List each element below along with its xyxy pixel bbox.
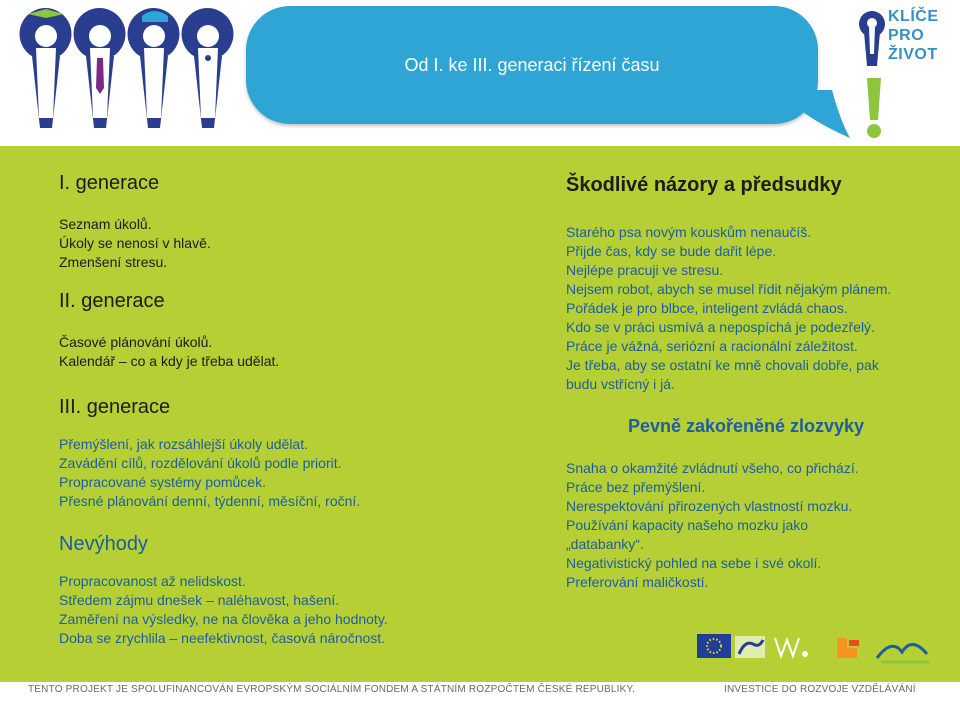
sponsor-logos xyxy=(697,630,937,670)
list-item: Zmenšení stresu. xyxy=(59,254,168,270)
disadvantages-list xyxy=(59,572,499,648)
msmt-logo-icon xyxy=(775,638,808,657)
list-item: Preferování maličkostí. xyxy=(566,574,709,590)
list-item: Propracované systémy pomůcek. xyxy=(59,474,266,490)
logo-text-line-2: PRO xyxy=(888,27,925,44)
op-vk-logo-icon xyxy=(837,638,859,658)
page-title: Od I. ke III. generaci řízení času xyxy=(404,54,660,75)
list-item: Práce je vážná, seriózní a racionální záležitost. xyxy=(566,338,858,354)
list-item: Používání kapacity našeho mozku jako „databanky“. xyxy=(566,517,809,552)
right-column xyxy=(566,174,946,592)
list-item: Přemýšlení, jak rozsáhlejší úkoly udělat. xyxy=(59,436,308,452)
nidm-logo-icon xyxy=(877,644,929,662)
list-item: Zaměření na výsledky, ne na člověka a jeho hodnoty. xyxy=(59,611,388,627)
list-item: Časové plánování úkolů. xyxy=(59,334,213,350)
generation-2-list xyxy=(59,333,499,371)
klice-pro-zivot-logo xyxy=(855,2,955,142)
list-item: Propracovanost až nelidskost. xyxy=(59,573,246,589)
list-item: Snaha o okamžité zvládnutí všeho, co přichází. xyxy=(566,460,859,476)
list-item: Je třeba, aby se ostatní ke mně chovali dobře, pak budu vstřícný i já. xyxy=(566,357,879,392)
left-column xyxy=(59,172,499,648)
list-item: Nejsem robot, abych se musel řídit nějakým plánem. xyxy=(566,281,892,297)
esf-logo-icon xyxy=(735,636,765,658)
list-item: Přesné plánování denní, týdenní, měsíční, roční. xyxy=(59,493,361,509)
list-item: Středem zájmu dnešek – naléhavost, hašení. xyxy=(59,592,340,608)
list-item: Kdo se v práci usmívá a nepospíchá je podezřelý. xyxy=(566,319,875,335)
list-item: Práce bez přemýšlení. xyxy=(566,479,706,495)
speech-bubble-tail xyxy=(792,90,852,140)
list-item: Úkoly se nenosí v hlavě. xyxy=(59,235,211,251)
logo-text-line-1: KLÍČE xyxy=(888,8,939,25)
exclamation-mark-icon xyxy=(863,76,885,140)
generation-3-heading: III. generace xyxy=(59,396,171,418)
generation-3-list xyxy=(59,435,499,511)
generation-2-heading: II. generace xyxy=(59,290,165,312)
list-item: Nejlépe pracuji ve stresu. xyxy=(566,262,724,278)
list-item: Zavádění cílů, rozdělování úkolů podle priorit. xyxy=(59,455,342,471)
prejudices-heading: Škodlivé názory a předsudky xyxy=(566,174,842,196)
keyhole-figures-icon xyxy=(18,6,240,134)
header xyxy=(0,0,960,146)
footer-funding-text: TENTO PROJEKT JE SPOLUFINANCOVÁN EVROPSKÝM SOCIÁLNÍM FONDEM A STÁTNÍM ROZPOČTEM ČESKÉ REPUBLIKY. xyxy=(28,684,636,695)
content-panel xyxy=(0,146,960,682)
list-item: Přijde čas, kdy se bude dařit lépe. xyxy=(566,243,777,259)
list-item: Starého psa novým kouskům nenaučíš. xyxy=(566,224,812,240)
list-item: Nerespektování přirozených vlastností mozku. xyxy=(566,498,853,514)
habits-heading: Pevně zakořeněné zlozvyky xyxy=(627,416,865,436)
list-item: Seznam úkolů. xyxy=(59,216,152,232)
logo-text-line-3: ŽIVOT xyxy=(888,46,938,63)
disadvantages-heading: Nevýhody xyxy=(59,533,148,555)
title-bubble xyxy=(246,6,818,124)
list-item: Pořádek je pro blbce, inteligent zvládá chaos. xyxy=(566,300,848,316)
list-item: Kalendář – co a kdy je třeba udělat. xyxy=(59,353,280,369)
generation-1-heading: I. generace xyxy=(59,172,160,194)
generation-1-list xyxy=(59,215,499,272)
prejudices-list xyxy=(566,223,946,394)
list-item: Negativistický pohled na sebe i své okolí. xyxy=(566,555,822,571)
habits-list xyxy=(566,459,946,592)
footer-investment-text: INVESTICE DO ROZVOJE VZDĚLÁVÁNÍ xyxy=(724,684,916,695)
logo-keyhole-icon xyxy=(857,6,887,68)
list-item: Doba se zrychlila – neefektivnost, časová náročnost. xyxy=(59,630,386,646)
eu-flag-icon xyxy=(697,634,731,658)
